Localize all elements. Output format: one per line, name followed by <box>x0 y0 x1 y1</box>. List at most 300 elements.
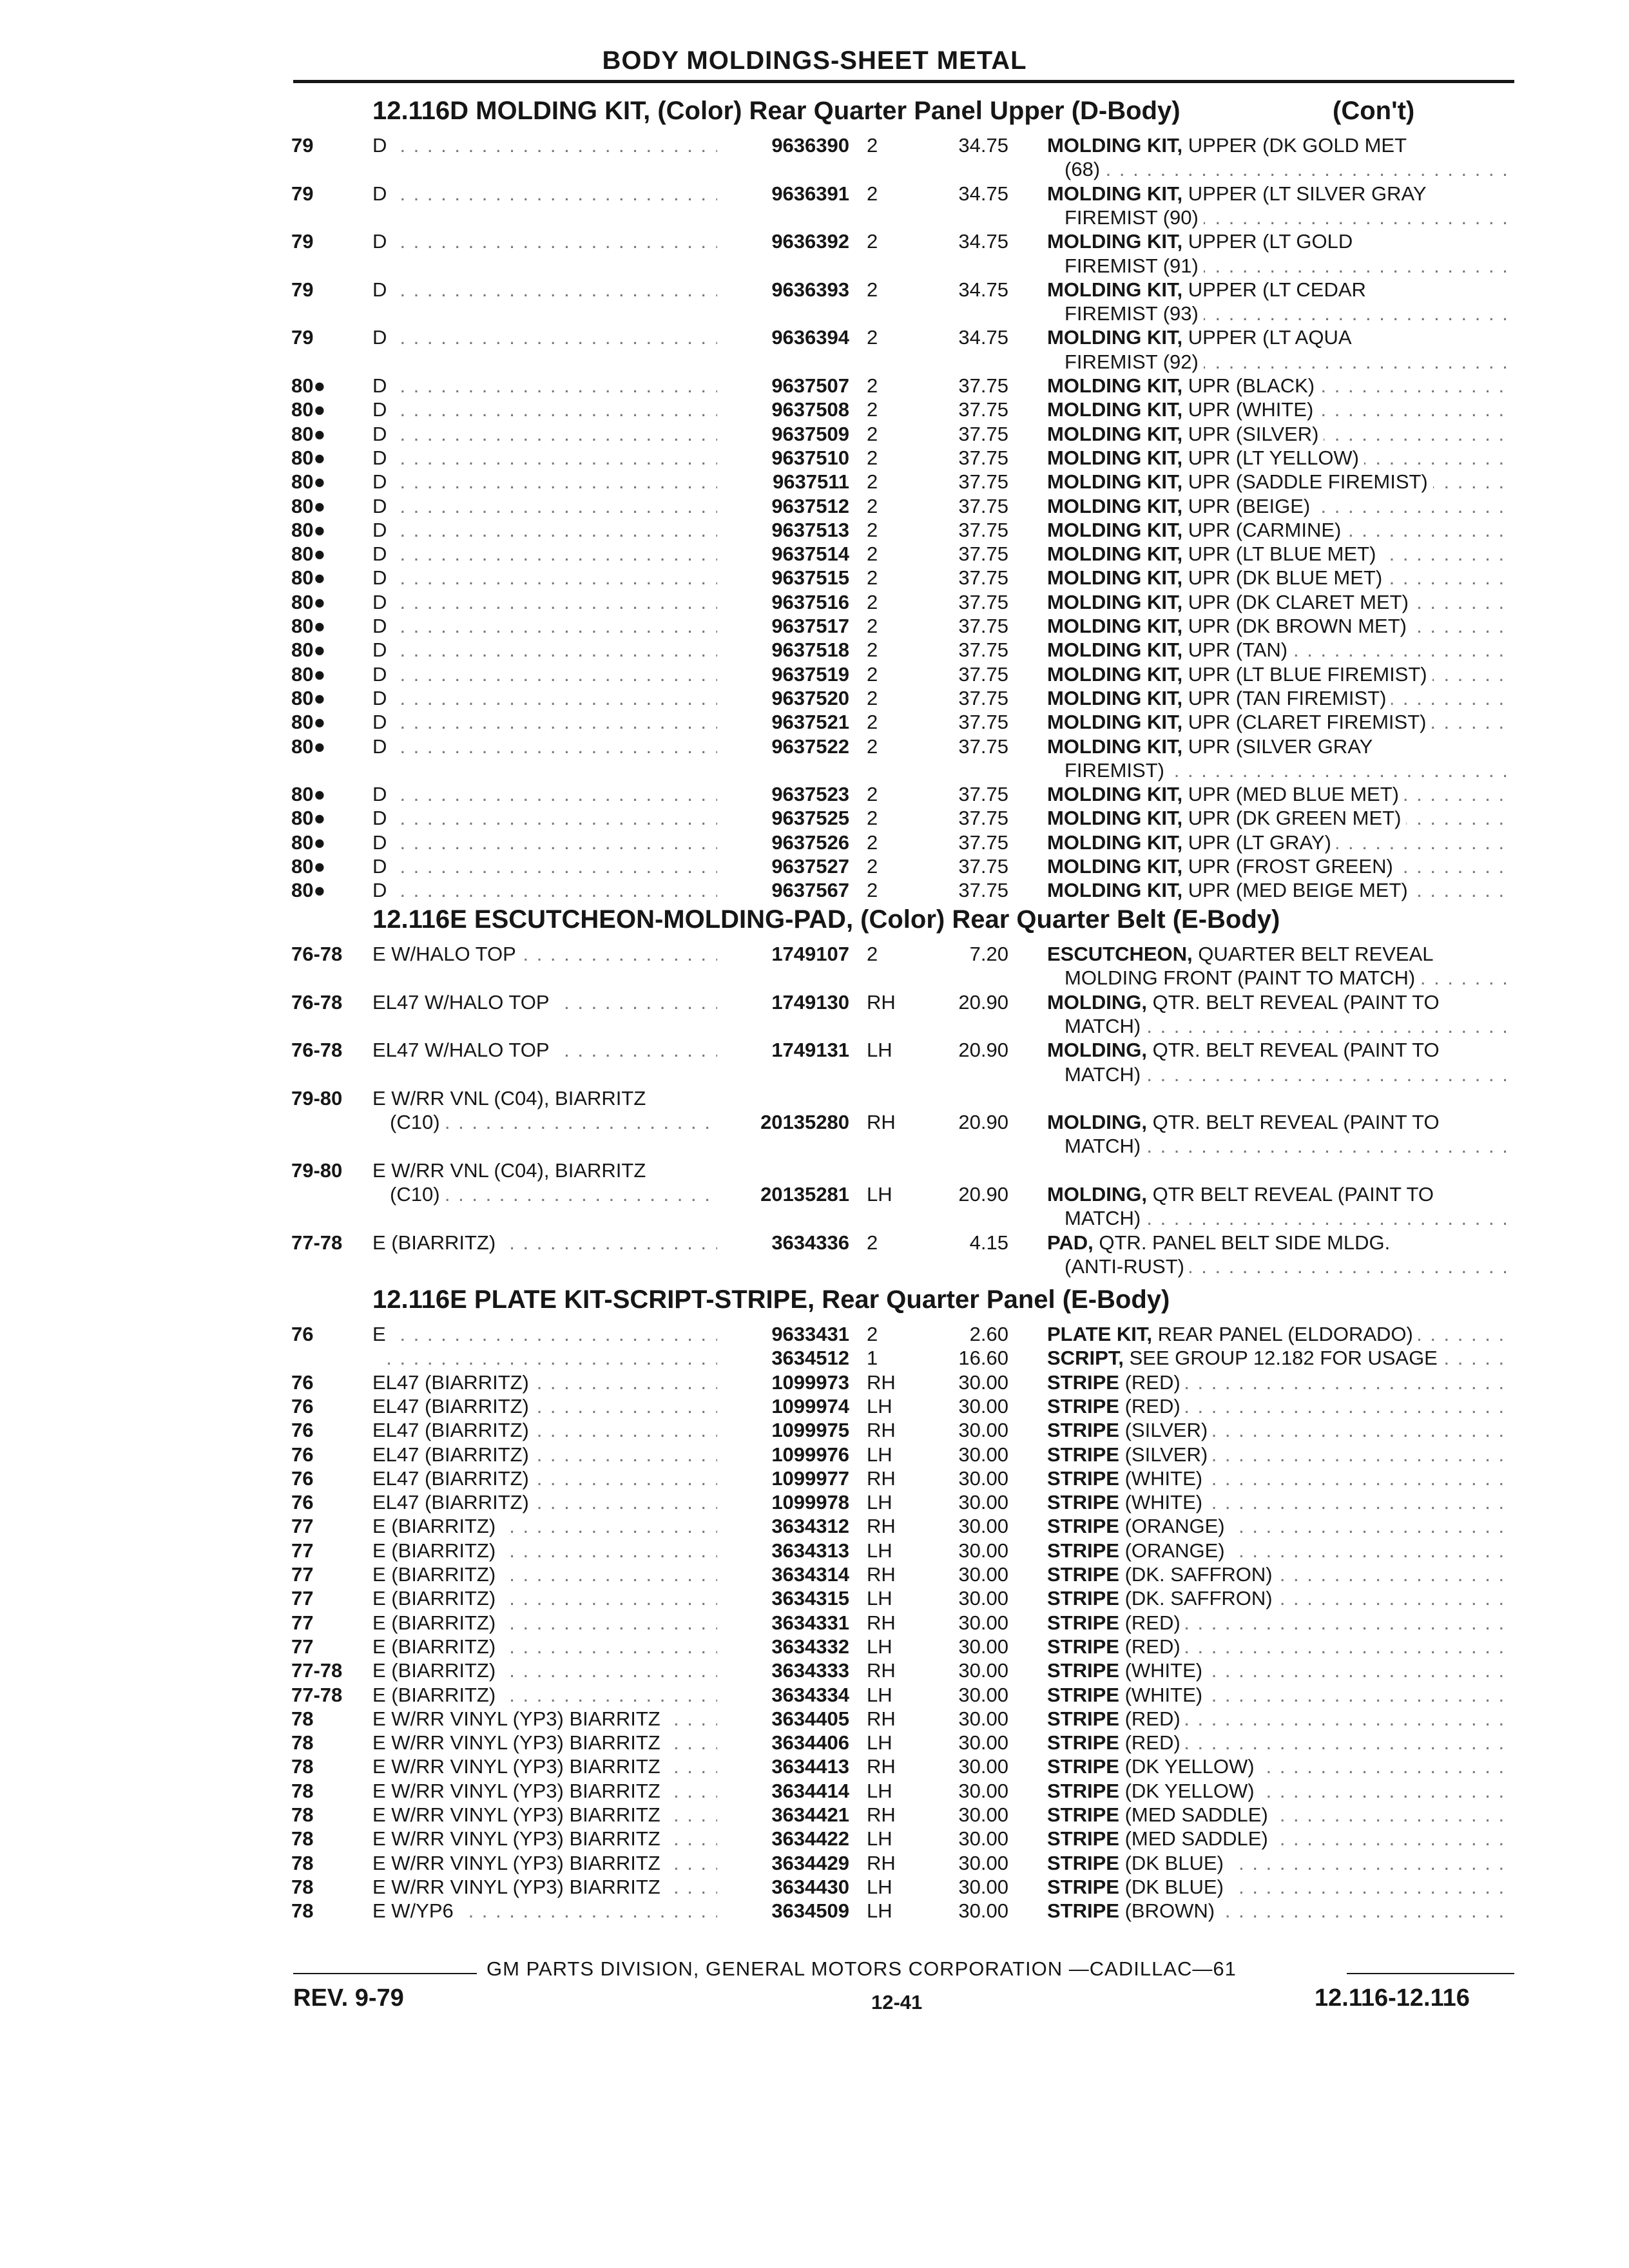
year-cell: 77 <box>291 1563 314 1586</box>
description-text <box>1047 1467 1208 1490</box>
model-text: D <box>372 326 392 349</box>
year-cell: 76 <box>291 1394 314 1418</box>
table-row <box>0 543 1629 566</box>
quantity-cell: LH <box>867 1539 892 1562</box>
description-detail: (RED) <box>1119 1611 1181 1634</box>
section-title <box>372 97 1415 126</box>
part-number: 1099973 <box>771 1370 849 1394</box>
model-cell <box>372 566 717 590</box>
table-row <box>0 1876 1629 1899</box>
part-number: 1099976 <box>771 1443 849 1466</box>
description-keyword: MOLDING KIT, <box>1047 783 1183 806</box>
quantity-cell: LH <box>867 1587 892 1610</box>
description-detail: QTR. BELT REVEAL (PAINT TO <box>1147 990 1440 1014</box>
part-number: 3634414 <box>771 1779 849 1802</box>
model-cell <box>372 1371 717 1394</box>
quantity-cell: LH <box>867 1827 892 1850</box>
quantity-cell: 2 <box>867 398 878 421</box>
part-number: 9637507 <box>771 374 849 397</box>
price-cell: 30.00 <box>958 1539 1008 1562</box>
table-row <box>0 1371 1629 1394</box>
description-keyword: MOLDING KIT, <box>1047 494 1183 517</box>
price-cell: 37.75 <box>958 446 1008 469</box>
price-cell: 37.75 <box>958 879 1008 902</box>
description-text <box>1047 1347 1443 1369</box>
description-text <box>1047 1707 1186 1730</box>
model-cell <box>372 495 717 518</box>
quantity-cell: 2 <box>867 735 878 758</box>
description-cell <box>1047 711 1511 734</box>
table-row <box>0 783 1629 806</box>
table-row <box>0 1395 1629 1418</box>
year-cell: 76 <box>291 1466 314 1490</box>
year-cell: 80● <box>291 566 326 590</box>
model-cell <box>372 374 717 398</box>
description-continued <box>1065 351 1511 374</box>
description-cell <box>1047 326 1511 349</box>
quantity-cell: 2 <box>867 807 878 830</box>
price-cell: 37.75 <box>958 590 1008 613</box>
description-cell <box>1047 1371 1511 1394</box>
price-cell: 37.75 <box>958 518 1008 541</box>
table-row <box>0 711 1629 734</box>
description-keyword: MOLDING KIT, <box>1047 639 1183 662</box>
description-cell <box>1047 1395 1511 1418</box>
quantity-cell: LH <box>867 1779 892 1802</box>
description-cell <box>1047 1347 1511 1370</box>
price-cell: 34.75 <box>958 278 1008 301</box>
model-cell <box>372 591 717 614</box>
price-cell: 37.75 <box>958 566 1008 590</box>
description-text <box>1047 735 1378 758</box>
price-cell: 30.00 <box>958 1370 1008 1394</box>
year-cell: 80● <box>291 735 326 758</box>
description-text <box>1047 991 1445 1014</box>
description-text <box>1047 687 1391 709</box>
table-row <box>0 855 1629 878</box>
description-keyword: MOLDING KIT, <box>1047 807 1183 830</box>
model-text: D <box>372 230 392 253</box>
model-cell <box>372 182 717 206</box>
table-row-continuation <box>0 1135 1629 1158</box>
table-row <box>0 1231 1629 1254</box>
part-number: 3634413 <box>771 1755 849 1778</box>
model-text: D <box>372 879 392 901</box>
part-number: 3634331 <box>771 1611 849 1634</box>
price-cell: 34.75 <box>958 134 1008 157</box>
description-continued <box>1065 1063 1511 1086</box>
description-continued <box>1065 1135 1511 1158</box>
part-number: 9633431 <box>771 1323 849 1345</box>
model-text: D <box>372 374 392 397</box>
description-text <box>1047 398 1318 421</box>
part-number: 9637522 <box>771 735 849 758</box>
year-cell: 77-78 <box>291 1683 343 1706</box>
description-continued <box>1065 302 1511 325</box>
table-row <box>0 879 1629 902</box>
description-text <box>1047 1635 1186 1658</box>
description-text <box>1047 1111 1445 1133</box>
model-cell <box>372 1087 717 1110</box>
year-cell: 78 <box>291 1779 314 1802</box>
description-keyword: MOLDING KIT, <box>1047 711 1183 734</box>
description-keyword: MOLDING KIT, <box>1047 543 1183 566</box>
part-number: 3634313 <box>771 1539 849 1562</box>
model-cell <box>372 1539 717 1562</box>
description-text <box>1047 1876 1229 1898</box>
description-text <box>1047 326 1357 349</box>
model-text: D <box>372 807 392 829</box>
quantity-cell: RH <box>867 1755 896 1778</box>
model-cell <box>372 1852 717 1875</box>
quantity-cell: RH <box>867 1515 896 1538</box>
description-cell <box>1047 447 1511 470</box>
description-text <box>1047 1563 1278 1586</box>
model-text: E W/RR VINYL (YP3) BIARRITZ <box>372 1780 666 1802</box>
model-text: D <box>372 735 392 758</box>
description-keyword: STRIPE <box>1047 1394 1119 1418</box>
description-cell <box>1047 398 1511 421</box>
part-number: 9637523 <box>771 783 849 806</box>
table-row-continuation <box>0 206 1629 229</box>
description-text <box>1047 1611 1186 1634</box>
description-text <box>1047 1731 1186 1754</box>
part-number: 9637515 <box>771 566 849 590</box>
description-text <box>1047 1780 1260 1802</box>
quantity-cell: 2 <box>867 1231 878 1254</box>
description-detail: UPR (DK GREEN MET) <box>1182 807 1402 830</box>
table-row <box>0 1323 1629 1346</box>
description-detail: UPR (SADDLE FIREMIST) <box>1182 470 1428 494</box>
description-detail: (SILVER) <box>1119 1419 1208 1442</box>
description-continued-text: MATCH) <box>1065 1135 1146 1157</box>
year-cell: 77-78 <box>291 1231 343 1254</box>
model-cell <box>372 1467 717 1490</box>
description-text <box>1047 1491 1208 1514</box>
description-keyword: STRIPE <box>1047 1827 1119 1850</box>
description-cell <box>1047 1707 1511 1731</box>
description-cell <box>1047 1684 1511 1707</box>
price-cell: 20.90 <box>958 1183 1008 1206</box>
description-cell <box>1047 566 1511 590</box>
table-row <box>0 470 1629 494</box>
price-cell: 20.90 <box>958 1039 1008 1062</box>
price-cell: 30.00 <box>958 1419 1008 1442</box>
description-detail: UPR (SILVER) <box>1182 422 1319 445</box>
quantity-cell: RH <box>867 1851 896 1874</box>
description-continued-text: FIREMIST (91) <box>1065 255 1204 277</box>
model-cell <box>372 615 717 638</box>
part-number: 3634315 <box>771 1587 849 1610</box>
description-detail: (DK. SAFFRON) <box>1119 1563 1273 1586</box>
quantity-cell: 2 <box>867 686 878 709</box>
model-text: D <box>372 783 392 805</box>
model-text: E W/RR VINYL (YP3) BIARRITZ <box>372 1755 666 1778</box>
year-cell: 78 <box>291 1731 314 1754</box>
description-cell <box>1047 783 1511 806</box>
description-cell <box>1047 1780 1511 1803</box>
description-continued-text: (68) <box>1065 158 1105 180</box>
model-text: E (BIARRITZ) <box>372 1539 501 1562</box>
model-cell <box>372 1159 717 1182</box>
quantity-cell: 2 <box>867 943 878 965</box>
table-row <box>0 663 1629 686</box>
model-cell <box>372 398 717 421</box>
description-text <box>1047 1419 1213 1441</box>
year-cell: 79 <box>291 134 314 157</box>
model-text: D <box>372 470 392 493</box>
table-row <box>0 1419 1629 1442</box>
table-row <box>0 1803 1629 1827</box>
description-text <box>1047 663 1432 686</box>
part-number: 3634422 <box>771 1827 849 1850</box>
model-text: E W/HALO TOP <box>372 943 521 965</box>
price-cell: 20.90 <box>958 1111 1008 1134</box>
quantity-cell: RH <box>867 1611 896 1634</box>
table-row <box>0 1539 1629 1562</box>
model-cell <box>372 1659 717 1682</box>
price-cell: 30.00 <box>958 1851 1008 1874</box>
description-detail: (DK BLUE) <box>1119 1851 1224 1874</box>
description-cell <box>1047 1611 1511 1635</box>
year-cell: 76 <box>291 1323 314 1345</box>
description-keyword: MOLDING, <box>1047 1183 1147 1206</box>
description-detail: UPR (TAN FIREMIST) <box>1182 686 1387 709</box>
model-text: D <box>372 495 392 517</box>
description-text <box>1047 807 1406 829</box>
description-keyword: MOLDING KIT, <box>1047 134 1183 157</box>
year-cell: 80● <box>291 446 326 469</box>
table-row <box>0 1899 1629 1923</box>
year-cell: 80● <box>291 879 326 902</box>
model-cell <box>372 1611 717 1635</box>
description-cell <box>1047 615 1511 638</box>
description-keyword: STRIPE <box>1047 1659 1119 1682</box>
model-cell <box>372 687 717 710</box>
footer-group-reference: 12.116-12.116 <box>1315 1984 1470 2012</box>
part-number: 1749107 <box>771 943 849 965</box>
description-keyword: STRIPE <box>1047 1587 1119 1610</box>
table-row-continuation <box>0 302 1629 325</box>
description-continued-text: MOLDING FRONT (PAINT TO MATCH) <box>1065 966 1420 989</box>
description-keyword: STRIPE <box>1047 1563 1119 1586</box>
model-cell <box>372 1635 717 1658</box>
model-text: E (BIARRITZ) <box>372 1587 501 1610</box>
part-number: 3634405 <box>771 1707 849 1730</box>
table-row <box>0 326 1629 349</box>
quantity-cell: 2 <box>867 326 878 349</box>
description-keyword: MOLDING KIT, <box>1047 374 1183 397</box>
description-keyword: MOLDING KIT, <box>1047 831 1183 854</box>
price-cell: 30.00 <box>958 1659 1008 1682</box>
description-detail: REAR PANEL (ELDORADO) <box>1152 1323 1413 1345</box>
price-cell: 37.75 <box>958 783 1008 806</box>
part-number: 20135281 <box>760 1183 849 1206</box>
model-cell <box>372 519 717 542</box>
model-cell <box>372 1827 717 1850</box>
description-detail: (ORANGE) <box>1119 1539 1225 1562</box>
description-detail: UPR (DK BLUE MET) <box>1182 566 1383 590</box>
part-number: 9637520 <box>771 686 849 709</box>
table-row-continuation <box>0 158 1629 181</box>
description-text <box>1047 495 1315 517</box>
model-cell <box>372 230 717 253</box>
part-number: 3634509 <box>771 1899 849 1923</box>
description-keyword: MOLDING, <box>1047 990 1147 1014</box>
description-detail: (WHITE) <box>1119 1683 1203 1706</box>
table-row <box>0 943 1629 966</box>
description-text <box>1047 1231 1395 1254</box>
table-row <box>0 230 1629 253</box>
description-cell <box>1047 1111 1511 1134</box>
description-text <box>1047 447 1364 469</box>
part-number: 3634429 <box>771 1851 849 1874</box>
table-row-continuation <box>0 1207 1629 1230</box>
description-text <box>1047 374 1320 397</box>
description-cell <box>1047 1563 1511 1586</box>
price-cell: 37.75 <box>958 494 1008 517</box>
description-text <box>1047 591 1414 613</box>
description-cell <box>1047 519 1511 542</box>
description-text <box>1047 1371 1186 1394</box>
year-cell: 79 <box>291 278 314 301</box>
description-cell <box>1047 735 1511 758</box>
description-keyword: MOLDING KIT, <box>1047 879 1183 902</box>
model-cell <box>372 543 717 566</box>
price-cell: 30.00 <box>958 1755 1008 1778</box>
description-continued <box>1065 1015 1511 1038</box>
quantity-cell: 2 <box>867 446 878 469</box>
description-keyword: MOLDING KIT, <box>1047 590 1183 613</box>
description-text <box>1047 879 1413 901</box>
description-continued-text: FIREMIST (90) <box>1065 206 1204 229</box>
table-row <box>0 1087 1629 1110</box>
quantity-cell: RH <box>867 1803 896 1826</box>
quantity-cell: 2 <box>867 1323 878 1345</box>
model-text: E W/RR VINYL (YP3) BIARRITZ <box>372 1852 666 1874</box>
description-continued <box>1065 158 1511 181</box>
description-keyword: MOLDING KIT, <box>1047 686 1183 709</box>
year-cell: 79 <box>291 230 314 253</box>
model-text: D <box>372 566 392 589</box>
model-text: E (BIARRITZ) <box>372 1611 501 1634</box>
quantity-cell: 2 <box>867 278 878 301</box>
description-detail: QTR. BELT REVEAL (PAINT TO <box>1147 1111 1440 1134</box>
year-cell: 80● <box>291 494 326 517</box>
description-keyword: STRIPE <box>1047 1683 1119 1706</box>
part-number: 3634314 <box>771 1563 849 1586</box>
table-row-continuation <box>0 966 1629 990</box>
description-continued <box>1065 255 1511 278</box>
description-continued-text: MATCH) <box>1065 1207 1146 1229</box>
description-keyword: STRIPE <box>1047 1491 1119 1514</box>
price-cell: 30.00 <box>958 1635 1008 1658</box>
quantity-cell: RH <box>867 1466 896 1490</box>
description-cell <box>1047 1876 1511 1899</box>
description-detail: (SILVER) <box>1119 1443 1208 1466</box>
year-cell: 78 <box>291 1851 314 1874</box>
year-cell: 77-78 <box>291 1659 343 1682</box>
description-cell <box>1047 1635 1511 1658</box>
description-text <box>1047 1039 1445 1061</box>
year-cell: 77 <box>291 1539 314 1562</box>
description-detail: UPR (FROST GREEN) <box>1182 855 1393 878</box>
price-cell: 34.75 <box>958 230 1008 253</box>
description-cell <box>1047 1323 1511 1346</box>
year-cell: 80● <box>291 470 326 494</box>
section-title <box>372 1285 1170 1314</box>
description-text <box>1047 1515 1230 1537</box>
price-cell: 30.00 <box>958 1443 1008 1466</box>
description-keyword: STRIPE <box>1047 1899 1119 1923</box>
price-cell: 37.75 <box>958 735 1008 758</box>
description-detail: UPR (LT BLUE FIREMIST) <box>1182 662 1427 686</box>
description-detail: UPPER (DK GOLD MET <box>1182 134 1407 157</box>
price-cell: 7.20 <box>969 943 1008 965</box>
table-row <box>0 1515 1629 1538</box>
model-cell <box>372 783 717 806</box>
year-cell: 78 <box>291 1707 314 1730</box>
description-keyword: MOLDING KIT, <box>1047 422 1183 445</box>
table-row <box>0 1159 1629 1182</box>
price-cell: 30.00 <box>958 1707 1008 1730</box>
description-text <box>1047 615 1412 637</box>
description-text <box>1047 543 1381 565</box>
description-detail: UPR (DK BROWN MET) <box>1182 615 1407 637</box>
year-cell: 80● <box>291 590 326 613</box>
description-keyword: STRIPE <box>1047 1779 1119 1802</box>
model-text <box>372 1347 378 1369</box>
description-keyword: MOLDING KIT, <box>1047 398 1183 421</box>
model-cell <box>372 879 717 902</box>
model-text: E (BIARRITZ) <box>372 1684 501 1706</box>
description-keyword: MOLDING KIT, <box>1047 735 1183 758</box>
quantity-cell: RH <box>867 1563 896 1586</box>
header-rule <box>293 80 1514 83</box>
part-number: 9636390 <box>771 134 849 157</box>
year-cell: 80● <box>291 615 326 637</box>
year-cell: 79 <box>291 326 314 349</box>
description-continued-text: FIREMIST) <box>1065 759 1170 782</box>
quantity-cell: RH <box>867 1707 896 1730</box>
quantity-cell: LH <box>867 1731 892 1754</box>
quantity-cell: RH <box>867 1111 896 1134</box>
description-detail: (RED) <box>1119 1707 1181 1730</box>
part-number: 9637510 <box>771 446 849 469</box>
description-keyword: MOLDING KIT, <box>1047 326 1183 349</box>
description-detail: (DK YELLOW) <box>1119 1779 1255 1802</box>
table-row <box>0 1563 1629 1586</box>
price-cell: 30.00 <box>958 1611 1008 1634</box>
description-cell <box>1047 374 1511 398</box>
description-text <box>1047 470 1433 493</box>
description-cell <box>1047 1852 1511 1875</box>
description-continued <box>1065 206 1511 229</box>
model-cell <box>372 1755 717 1778</box>
quantity-cell: LH <box>867 1683 892 1706</box>
section-title-text: 12.116E PLATE KIT-SCRIPT-STRIPE, Rear Quarter Panel (E-Body) <box>372 1285 1170 1314</box>
price-cell: 37.75 <box>958 615 1008 637</box>
part-number: 1099974 <box>771 1394 849 1418</box>
table-row <box>0 991 1629 1014</box>
price-cell: 37.75 <box>958 422 1008 445</box>
year-cell: 77 <box>291 1611 314 1634</box>
table-row <box>0 495 1629 518</box>
footer-rule-right <box>1347 1973 1514 1974</box>
price-cell: 30.00 <box>958 1683 1008 1706</box>
description-cell <box>1047 591 1511 614</box>
part-number: 9637526 <box>771 831 849 854</box>
